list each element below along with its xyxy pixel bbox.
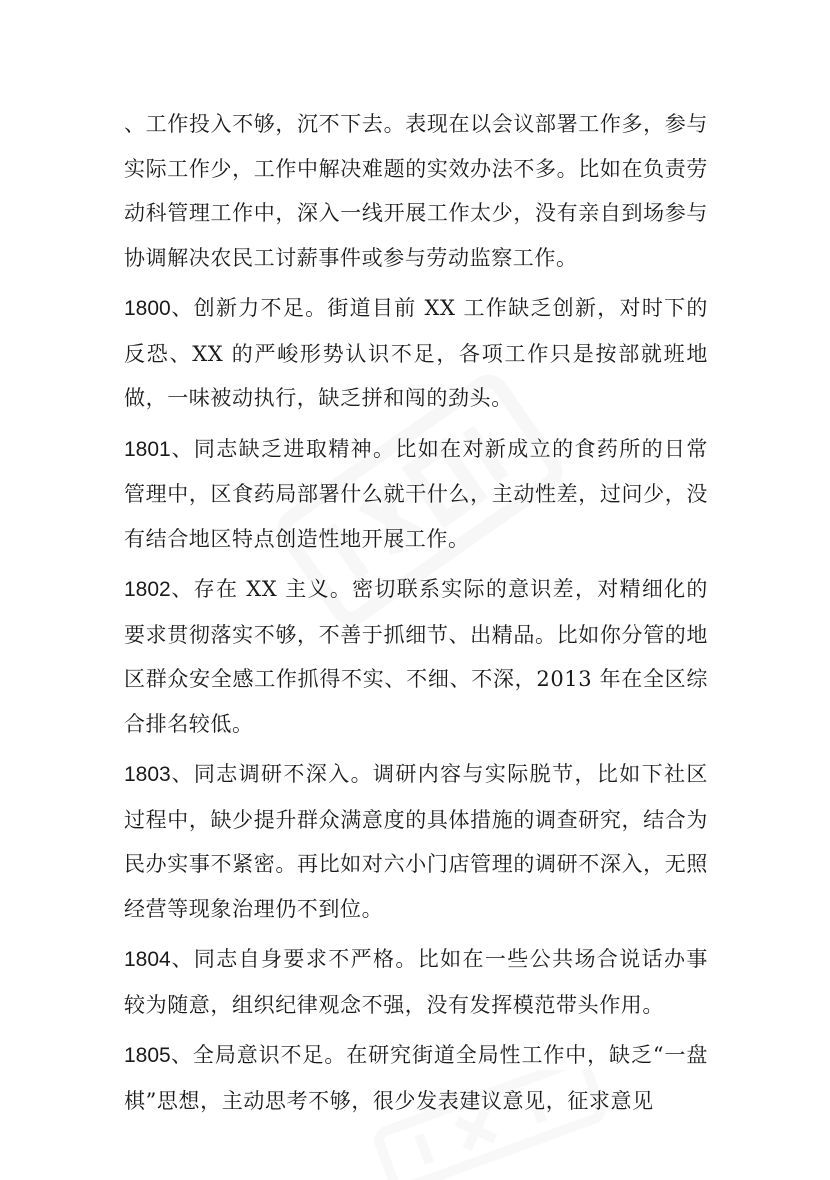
- paragraph-continuation: [124, 102, 708, 280]
- paragraph-1803: [124, 752, 708, 931]
- paragraph-text: 、存在 XX 主义。密切联系实际的意识差，对精细化的要求贯彻落实不够，不善于抓细节、出精品。比如你分管的地区群众安全感工作抓得不实、不细、不深，2013 年在全区综合排名较低。: [124, 577, 708, 736]
- paragraph-number: 1800: [124, 297, 171, 320]
- paragraph-number: 1804: [124, 948, 171, 971]
- paragraph-text: 、同志自身要求不严格。比如在一些公共场合说话办事较为随意，组织纪律观念不强，没有发挥模范带头作用。: [124, 947, 708, 1017]
- paragraph-text: 、同志缺乏进取精神。比如在对新成立的食药所的日常管理中，区食药局部署什么就干什么，主动性差，过问少，没有结合地区特点创造性地开展工作。: [124, 436, 708, 551]
- paragraph-number: 1802: [124, 578, 171, 601]
- paragraph-number: 1803: [124, 763, 171, 786]
- paragraph-1804: [124, 937, 708, 1027]
- paragraph-1801: [124, 427, 708, 562]
- paragraph-number: 1805: [124, 1044, 171, 1067]
- paragraph-text: 、创新力不足。街道目前 XX 工作缺乏创新，对时下的反恐、XX 的严峻形势认识不足，各项工作只是按部就班地做，一味被动执行，缺乏拼和闯的劲头。: [124, 296, 708, 410]
- paragraph-text: 、工作投入不够，沉不下去。表现在以会议部署工作多，参与实际工作少，工作中解决难题的实效办法不多。比如在负责劳动科管理工作中，深入一线开展工作太少，没有亲自到场参与协调解决农民工讨薪事件或参与劳动监察工作。: [124, 112, 708, 270]
- paragraph-1802: [124, 567, 708, 746]
- paragraph-number: 1801: [124, 437, 171, 461]
- paragraph-1805: [124, 1033, 708, 1123]
- paragraph-text: 、全局意识不足。在研究街道全局性工作中，缺乏“一盘棋”思想，主动思考不够，很少发表建议意见，征求意见: [124, 1043, 708, 1113]
- paragraph-text: 、同志调研不深入。调研内容与实际脱节，比如下社区过程中，缺少提升群众满意度的具体措施的调查研究，结合为民办实事不紧密。再比如对六小门店管理的调研不深入，无照经营等现象治理仍不到位。: [124, 762, 708, 921]
- document-body: [124, 102, 708, 1129]
- paragraph-1800: [124, 286, 708, 421]
